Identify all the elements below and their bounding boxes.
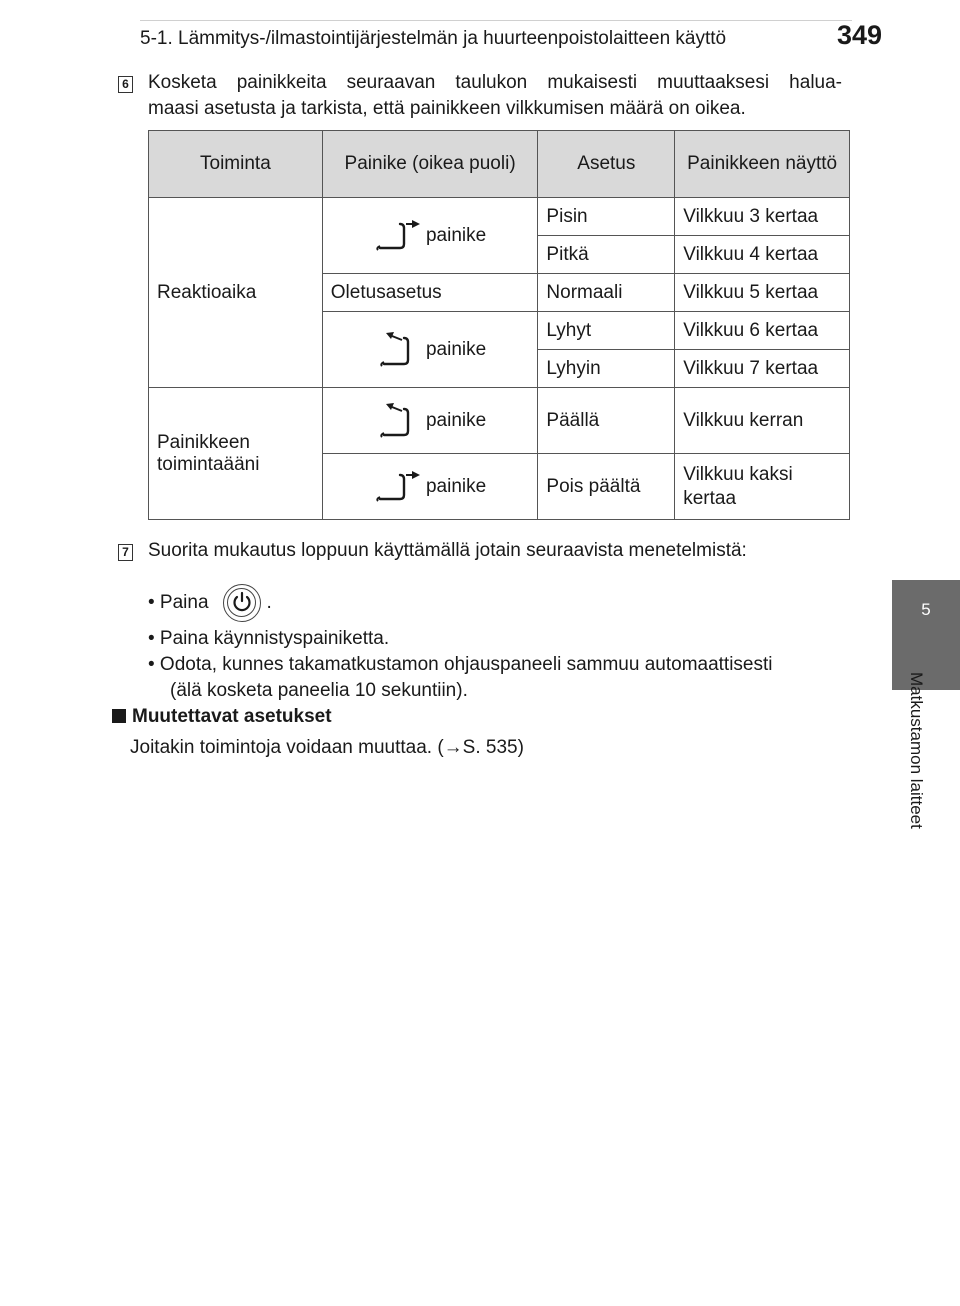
naytto-cell: Vilkkuu 5 kertaa — [675, 274, 850, 312]
button-label: painike — [425, 224, 487, 246]
asetus-cell: Päällä — [538, 388, 675, 454]
seat-forward-icon — [374, 218, 422, 254]
seat-forward-icon — [374, 469, 422, 505]
seat-recline-button-cell — [322, 312, 538, 388]
seat-backward-icon — [374, 401, 422, 441]
button-label: painike — [425, 338, 487, 360]
asetus-cell: Lyhyt — [538, 312, 675, 350]
naytto-cell: Vilkkuu kaksi kertaa — [675, 454, 850, 520]
step-7-text: Suorita mukautus loppuun käyttämällä jotain seuraavista menetelmistä: — [148, 540, 747, 561]
bullet-1 — [148, 584, 272, 622]
settings-table — [148, 130, 850, 520]
section-title: Muutettavat asetukset — [132, 706, 332, 727]
asetus-cell: Pitkä — [538, 236, 675, 274]
step-6-line-1: Kosketa painikkeita seuraavan taulukon mukaisesti muuttaaksesi halua- — [148, 72, 842, 93]
asetus-cell: Pois päältä — [538, 454, 675, 520]
table-header-row — [149, 131, 850, 198]
section-heading — [112, 706, 332, 728]
header-cell: Toiminta — [149, 131, 323, 198]
seat-recline-button-cell — [322, 454, 538, 520]
bullet-1-text: • Paina — [148, 592, 209, 614]
bullet-3-line-2: (älä kosketa paneelia 10 sekuntiin). — [170, 680, 468, 701]
reaktioaika-cell: Reaktioaika — [149, 198, 323, 388]
oletusasetus-cell: Oletusasetus — [322, 274, 538, 312]
table-row — [149, 198, 850, 236]
naytto-cell: Vilkkuu kerran — [675, 388, 850, 454]
header-title: 5-1. Lämmitys-/ilmastointijärjestelmän ja huurteenpoistolaitteen käyttö — [140, 28, 727, 49]
header-divider — [140, 20, 852, 21]
button-label: painike — [425, 409, 487, 431]
naytto-cell: Vilkkuu 4 kertaa — [675, 236, 850, 274]
bullet-2: • Paina käynnistyspainiketta. — [148, 628, 390, 649]
asetus-cell: Pisin — [538, 198, 675, 236]
naytto-cell: Vilkkuu 7 kertaa — [675, 350, 850, 388]
seat-recline-button-cell — [322, 388, 538, 454]
step-6-badge: 6 — [118, 76, 133, 93]
naytto-cell: Vilkkuu 6 kertaa — [675, 312, 850, 350]
table-row — [149, 388, 850, 454]
chapter-tab-label: Matkustamon laitteet — [907, 672, 926, 829]
button-label: painike — [425, 475, 487, 497]
square-bullet-icon — [112, 709, 126, 723]
power-button-icon — [223, 584, 261, 622]
asetus-cell: Lyhyin — [538, 350, 675, 388]
toimintaaani-line-1: Painikkeen — [157, 431, 250, 453]
header-cell: Painike (oikea puoli) — [322, 131, 538, 198]
bullet-3-line-1: • Odota, kunnes takamatkustamon ohjauspaneeli sammuu automaattisesti — [148, 654, 773, 675]
step-6-line-2: maasi asetusta ja tarkista, että painikkeen vilkkumisen määrä on oikea. — [148, 98, 746, 119]
header-cell: Painikkeen näyttö — [675, 131, 850, 198]
asetus-cell: Normaali — [538, 274, 675, 312]
toimintaaani-cell — [149, 388, 323, 520]
seat-recline-button-cell — [322, 198, 538, 274]
section-text: Joitakin toimintoja voidaan muuttaa. (→S. 535) — [130, 737, 524, 758]
seat-backward-icon — [374, 330, 422, 370]
header-cell: Asetus — [538, 131, 675, 198]
toimintaaani-line-2: toimintaääni — [157, 453, 260, 475]
chapter-tab — [892, 580, 960, 690]
chapter-tab-number: 5 — [921, 600, 931, 619]
step-7-badge: 7 — [118, 544, 133, 561]
page-number: 349 — [836, 20, 882, 50]
bullet-1-end: . — [266, 592, 272, 614]
naytto-cell: Vilkkuu 3 kertaa — [675, 198, 850, 236]
